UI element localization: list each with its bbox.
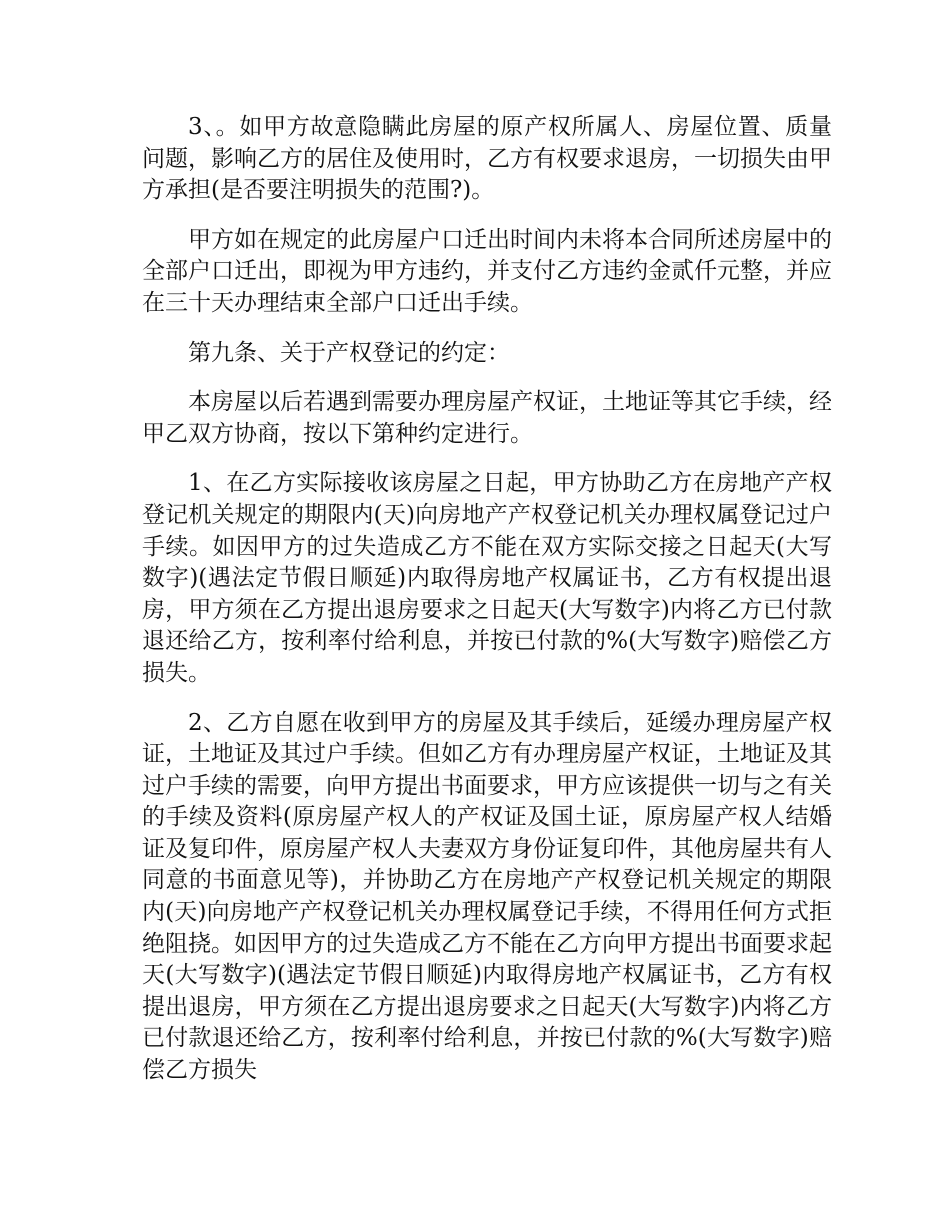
paragraph-household-registration: 甲方如在规定的此房屋户口迁出时间内未将本合同所述房屋中的全部户口迁出，即视为甲方违约，并支付乙方违约金贰仟元整，并应在三十天办理结束全部户口迁出手续。: [142, 226, 832, 316]
paragraph-article-9-heading: 第九条、关于产权登记的约定：: [188, 339, 510, 366]
document-body: [142, 112, 832, 1105]
paragraph-option-2: 2、乙方自愿在收到甲方的房屋及其手续后，延缓办理房屋产权证，土地证及其过户手续。但如乙方有办理房屋产权证，土地证及其过户手续的需要，向甲方提出书面要求，甲方应该提供一切与之有关的手续及资料(原房屋产权人的产权证及国土证，原房屋产权人结婚证及复印件，原房屋产权人夫妻双方身份证复印件，其他房屋共有人同意的书面意见等)，并协助乙方在房地产产权登记机关规定的期限内(天)向房地产产权登记机关办理权属登记手续，不得用任何方式拒绝阻挠。如因甲方的过失造成乙方不能在乙方向甲方提出书面要求起天(大写数字)(遇法定节假日顺延)内取得房地产权属证书，乙方有权提出退房，甲方须在乙方提出退房要求之日起天(大写数字)内将乙方已付款退还给乙方，按利率付给利息，并按已付款的%(大写数字)赔偿乙方损失: [142, 709, 832, 1084]
paragraph-clause-3: 3、。如甲方故意隐瞒此房屋的原产权所属人、房屋位置、质量问题，影响乙方的居住及使用时，乙方有权要求退房，一切损失由甲方承担(是否要注明损失的范围?)。: [142, 114, 832, 204]
paragraph-option-1: 1、在乙方实际接收该房屋之日起，甲方协助乙方在房地产产权登记机关规定的期限内(天)向房地产产权登记机关办理权属登记过户手续。如因甲方的过失造成乙方不能在双方实际交接之日起天(大写数字)(遇法定节假日顺延)内取得房地产权属证书，乙方有权提出退房，甲方须在乙方提出退房要求之日起天(大写数字)内将乙方已付款退还给乙方，按利率付给利息，并按已付款的%(大写数字)赔偿乙方损失。: [142, 470, 832, 686]
paragraph-article-9-intro: 本房屋以后若遇到需要办理房屋产权证，土地证等其它手续，经甲乙双方协商，按以下第种约定进行。: [142, 389, 832, 447]
